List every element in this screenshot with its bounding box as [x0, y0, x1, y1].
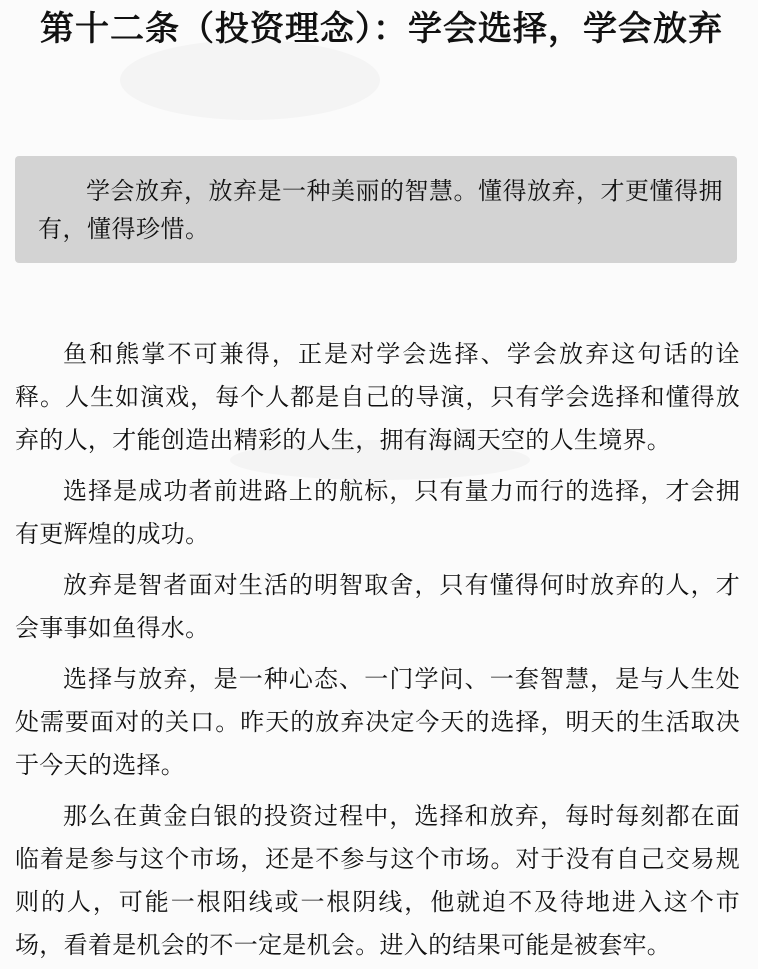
body-text: [15, 333, 740, 975]
paragraph: 选择是成功者前进路上的航标，只有量力而行的选择，才会拥有更辉煌的成功。: [15, 477, 740, 548]
paragraph: 那么在黄金白银的投资过程中，选择和放弃，每时每刻都在面临着是参与这个市场，还是不参与这个市场。对于没有自己交易规则的人，可能一根阳线或一根阴线，他就迫不及待地进入这个市场，看着是机会的不一定是机会。进入的结果可能是被套牢。: [15, 802, 740, 959]
paragraph: 放弃是智者面对生活的明智取舍，只有懂得何时放弃的人，才会事事如鱼得水。: [15, 571, 740, 642]
scan-smudge: [120, 40, 380, 120]
paragraph: 鱼和熊掌不可兼得，正是对学会选择、学会放弃这句话的诠释。人生如演戏，每个人都是自己的导演，只有学会选择和懂得放弃的人，才能创造出精彩的人生，拥有海阔天空的人生境界。: [15, 340, 740, 454]
paragraph: 选择与放弃，是一种心态、一门学问、一套智慧，是与人生处处需要面对的关口。昨天的放弃决定今天的选择，明天的生活取决于今天的选择。: [15, 665, 740, 779]
quote-text: 学会放弃，放弃是一种美丽的智慧。懂得放弃，才更懂得拥有，懂得珍惜。: [38, 177, 723, 243]
page-title: 第十二条（投资理念）：学会选择，学会放弃: [40, 9, 723, 49]
quote-box: [15, 156, 737, 263]
